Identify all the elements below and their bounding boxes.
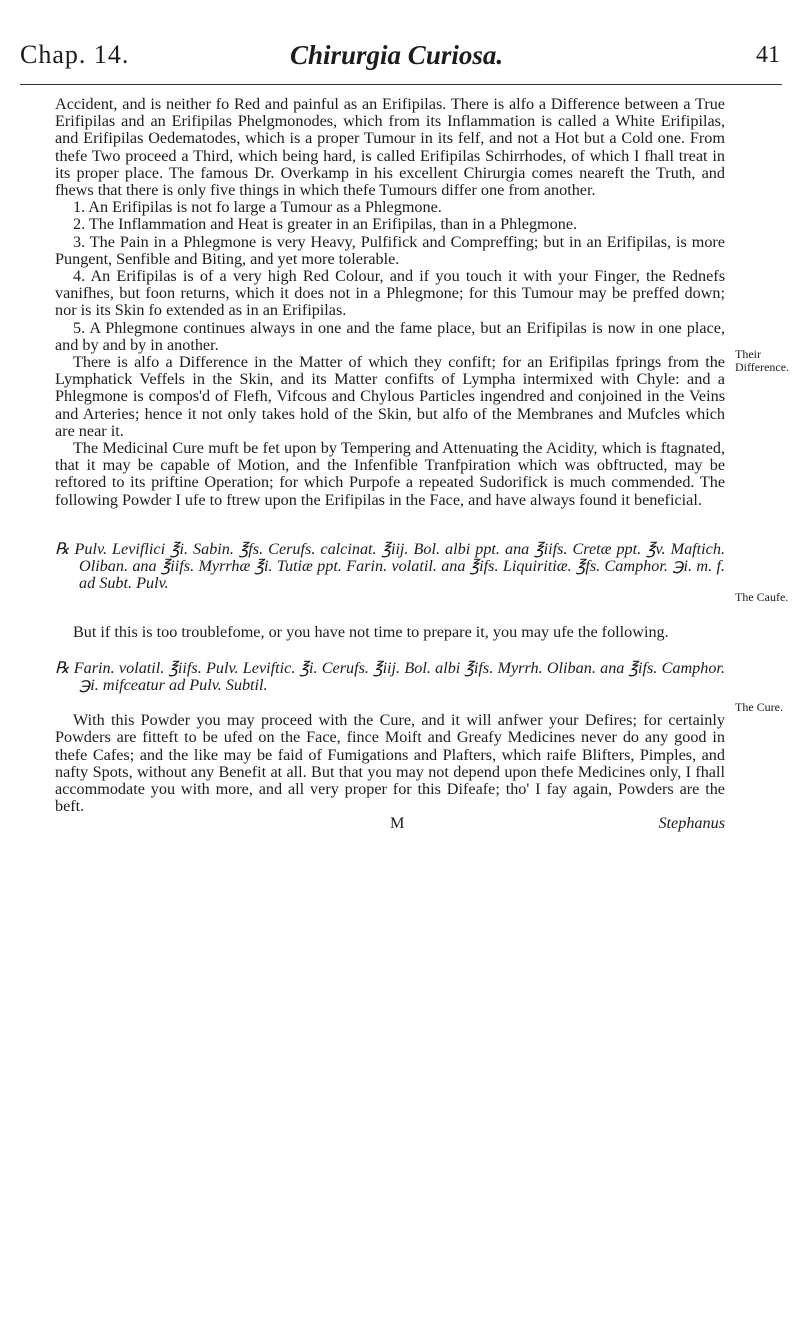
- prescription-1: ℞ Pulv. Leviflici ℥i. Sabin. ℥fs. Cerufs. calcinat. ℥iij. Bol. albi ppt. ana ℥iifs. Cretæ ppt. ℥v. Maftich. Oliban. ana ℥iifs. Myrrhæ ℥i. Tutiæ ppt. Farin. volatil. ana ℥ifs. Liquiritiæ. ℥fs. Camphor. ℈i. m. f. ad Subt. Pulv.: [55, 539, 725, 593]
- catchword: Stephanus: [658, 814, 725, 833]
- header-rule: [20, 84, 782, 85]
- paragraph-point-4: 4. An Erifipilas is of a very high Red Colour, and if you touch it with your Finger, the Rednefs vanifhes, but foon returns, which it does not in a Phlegmone; for this Tumour may be preffed down; nor is its Skin fo extended as in an Erifipilas.: [55, 267, 725, 320]
- margin-note-cure: The Cure.: [735, 700, 783, 714]
- paragraph-point-2: 2. The Inflammation and Heat is greater in an Erifipilas, than in a Phlegmone.: [73, 215, 578, 234]
- paragraph-alternative: But if this is too troublefome, or you have not time to prepare it, you may ufe the following.: [73, 623, 669, 642]
- catchword-line: [55, 815, 725, 839]
- body-text: [55, 96, 725, 839]
- margin-note-difference: Their Difference.: [735, 347, 790, 374]
- paragraph-intro: Accident, and is neither fo Red and painful as an Erifipilas. There is alfo a Difference between a True Erifipilas and an Erifipilas Phelgmonodes, which from its Inflammation is called a White Erifipilas, and Erifipilas Oedematodes, which is a proper Tumour in its felf, and not a Hot but a Cold one. From thefe Two proceed a Third, which being hard, is called Erifipilas Schirrhodes, of which I fhall treat in its proper place. The famous Dr. Overkamp in his excellent Chirurgia comes neareft the Truth, and fhews that there is only five things in which thefe Tumours differ one from another.: [55, 95, 725, 200]
- paragraph-conclusion: With this Powder you may proceed with the Cure, and it will anfwer your Defires; for certainly Powders are fitteft to be ufed on the Face, fince Moift and Greafy Medicines never do any good in thefe Cafes; and the like may be faid of Fumigations and Plafters, which raife Blifters, Pimples, and nafty Spots, without any Benefit at all. But that you may not depend upon thefe Medicines only, I fhall accommodate you with more, and all very proper for this Difeafe; tho' I fay again, Powders are the beft.: [55, 711, 725, 816]
- paragraph-point-3: 3. The Pain in a Phlegmone is very Heavy, Pulfifick and Compreffing; but in an Erifipilas, is more Pungent, Senfible and Biting, and yet more tolerable.: [55, 232, 725, 268]
- spacer: [55, 610, 725, 624]
- prescription-2: ℞ Farin. volatil. ℥iifs. Pulv. Leviftic. ℥i. Cerufs. ℥iij. Bol. albi ℥ifs. Myrrh. Oliban. ana ℥ifs. Camphor. ℈i. mifceatur ad Pulv. Subtil.: [55, 658, 725, 694]
- chapter-label: Chap. 14.: [20, 40, 130, 69]
- paragraph-cure: The Medicinal Cure muft be fet upon by Tempering and Attenuating the Acidity, which is ftagnated, that it may be capable of Motion, and the Infenfible Tranfpiration which was obftructed, may be reftored to its priftine Operation; for which Purpofe a repeated Sudorifick is much commended. The following Powder I ufe to ftrew upon the Erifipilas in the Face, and have always found it beneficial.: [55, 439, 725, 509]
- running-title: Chirurgia Curiosa.: [290, 40, 504, 70]
- paragraph-point-5: 5. A Phlegmone continues always in one and the fame place, but an Erifipilas is now in one place, and by and by in another.: [55, 318, 725, 354]
- page-number: 41: [756, 42, 780, 68]
- margin-note-cause: The Caufe.: [735, 590, 789, 604]
- paragraph-matter: There is alfo a Difference in the Matter of which they confift; for an Erifipilas fprings from the Lymphatick Veffels in the Skin, and its Matter confifts of Lympha intermixed with Chyle: and a Phlegmone is compos'd of Flefh, Vifcous and Chylous Particles ingendred and conjoined in the Veins and Arteries; hence it not only takes hold of the Skin, but alfo of the Membranes and Mufcles which are near it.: [55, 353, 725, 440]
- paragraph-point-1: 1. An Erifipilas is not fo large a Tumour as a Phlegmone.: [73, 198, 442, 217]
- page-header: [20, 40, 780, 80]
- signature-mark: M: [390, 814, 405, 833]
- spacer: [55, 509, 725, 523]
